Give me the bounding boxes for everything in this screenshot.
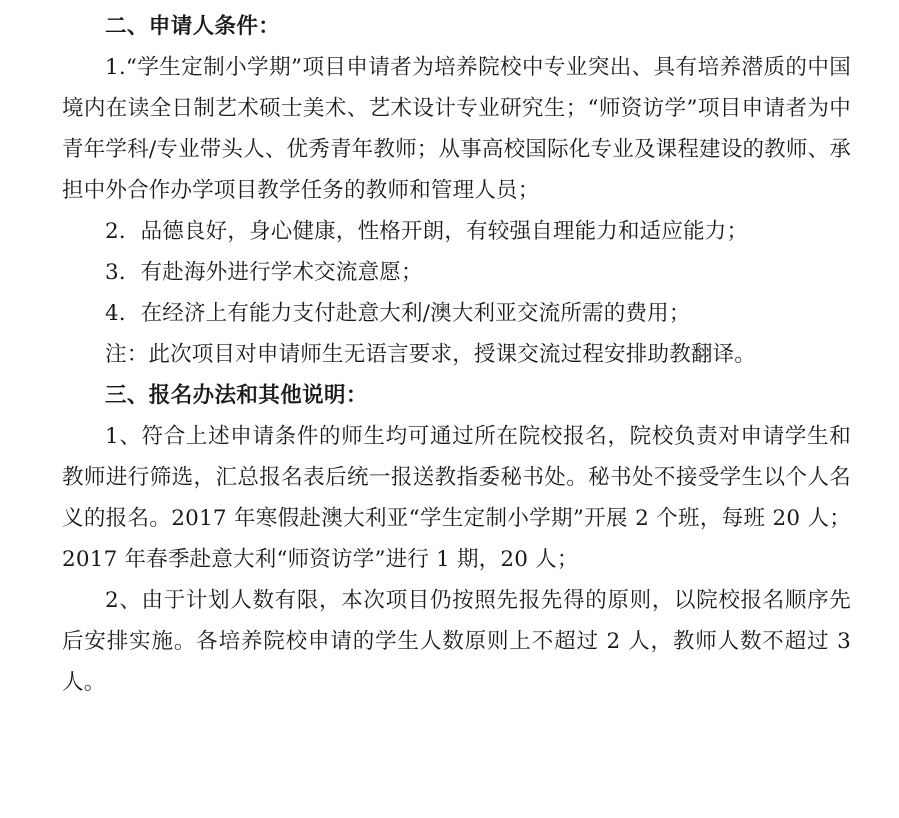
paragraph-registration-1: 1、符合上述申请条件的师生均可通过所在院校报名，院校负责对申请学生和教师进行筛选，汇总报名表后统一报送教指委秘书处。秘书处不接受学生以个人名义的报名。2017 年寒假赴澳大利亚“学生定制小学期”开展 2 个班，每班 20 人；2017 年春季赴意大利“师资访学”进行 1 期，20 人；	[62, 424, 851, 572]
paragraph-condition-1: 1.“学生定制小学期”项目申请者为培养院校中专业突出、具有培养潜质的中国境内在读全日制艺术硕士美术、艺术设计专业研究生；“师资访学”项目申请者为中青年学科/专业带头人、优秀青年教师；从事高校国际化专业及课程建设的教师、承担中外合作办学项目教学任务的教师和管理人员；	[62, 55, 851, 203]
paragraph-condition-2: 2．品德良好，身心健康，性格开朗，有较强自理能力和适应能力；	[105, 219, 749, 244]
paragraph-condition-note: 注：此次项目对申请师生无语言要求，授课交流过程安排助教翻译。	[105, 342, 757, 367]
paragraph-registration-2: 2、由于计划人数有限，本次项目仍按照先报先得的原则，以院校报名顺序先后安排实施。各培养院校申请的学生人数原则上不超过 2 人，教师人数不超过 3 人。	[62, 588, 859, 695]
section-heading-registration-method: 三、报名办法和其他说明：	[105, 383, 368, 408]
paragraph-condition-4: 4．在经济上有能力支付赴意大利/澳大利亚交流所需的费用；	[105, 301, 691, 326]
section-heading-applicant-conditions: 二、申请人条件：	[105, 14, 281, 39]
paragraph-condition-3: 3．有赴海外进行学术交流意愿；	[105, 260, 423, 285]
